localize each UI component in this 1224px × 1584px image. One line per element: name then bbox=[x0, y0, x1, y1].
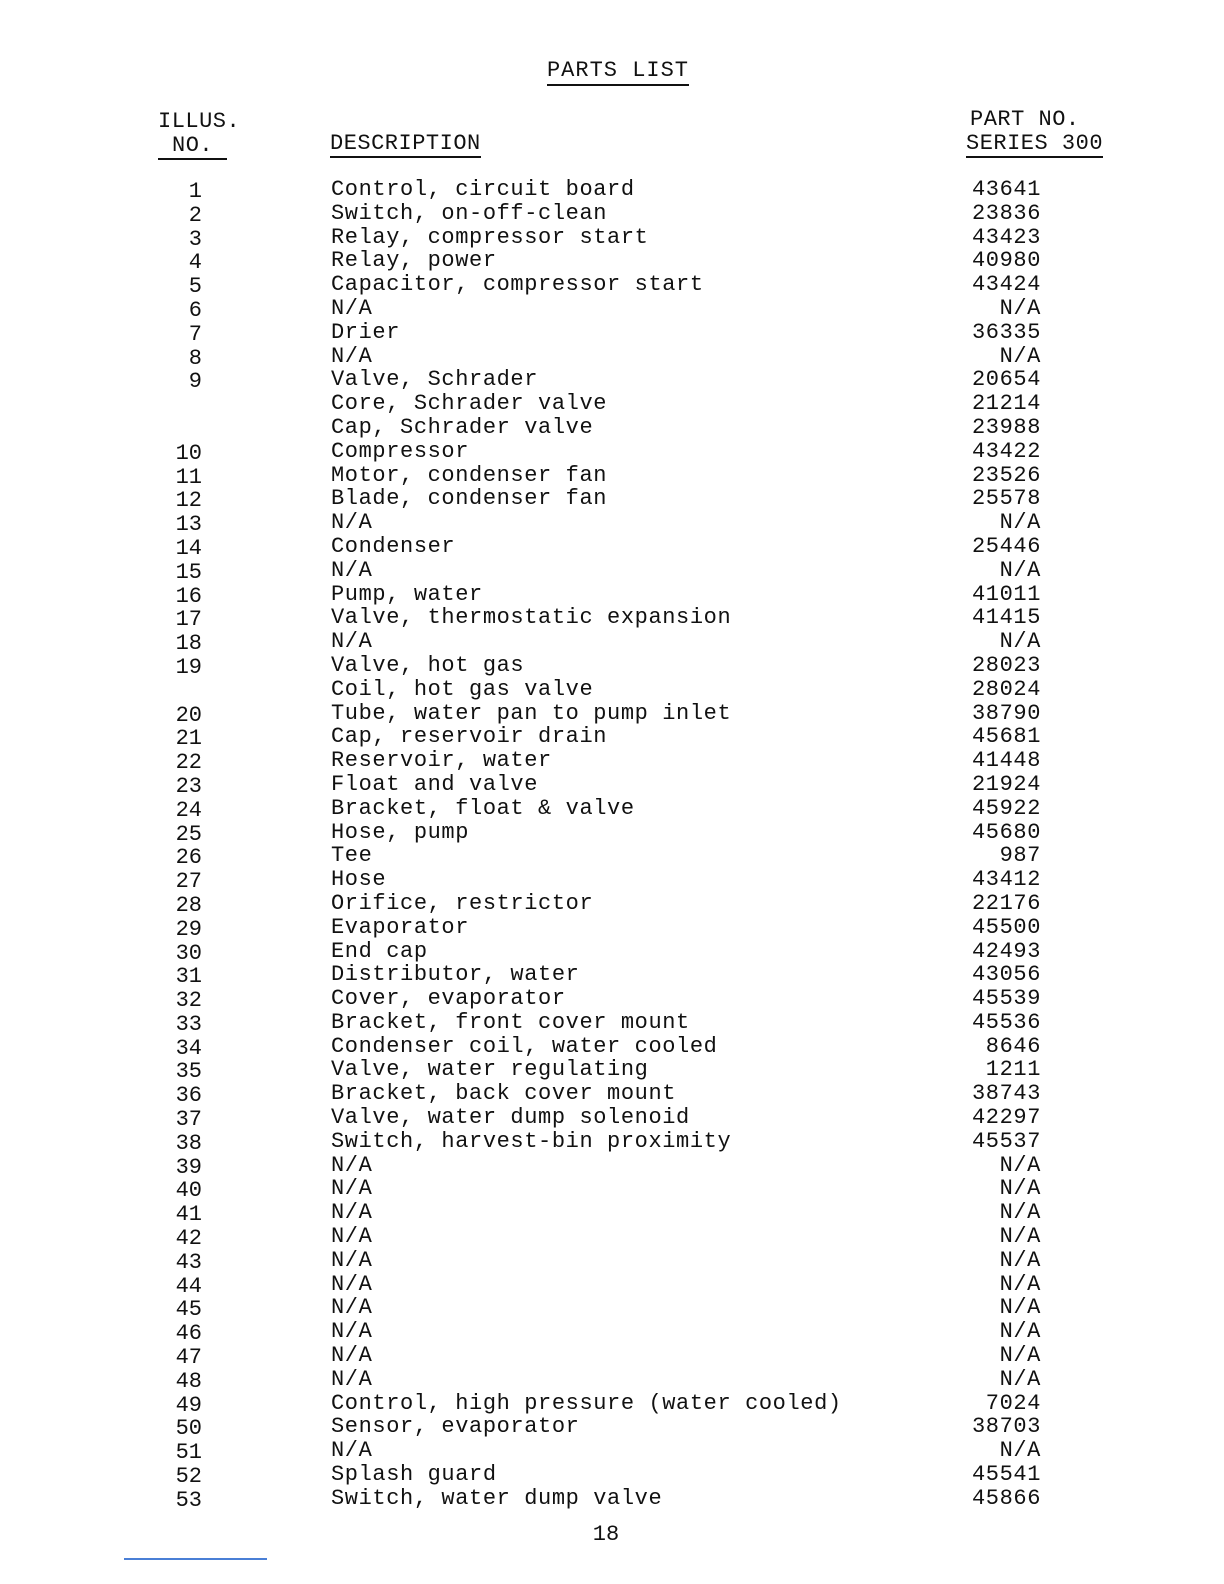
part-description: Distributor, water bbox=[331, 962, 580, 988]
illus-number: 50 bbox=[175, 1416, 202, 1442]
part-number: 23836 bbox=[971, 200, 1041, 226]
illus-number: 53 bbox=[175, 1487, 202, 1513]
part-number: 43422 bbox=[971, 438, 1041, 464]
part-description: Tube, water pan to pump inlet bbox=[331, 700, 732, 726]
table-row bbox=[0, 702, 1224, 726]
table-row bbox=[0, 178, 1224, 202]
table-row bbox=[0, 629, 1224, 657]
illus-number: 33 bbox=[175, 1011, 202, 1037]
table-row bbox=[0, 1176, 1224, 1204]
part-number: N/A bbox=[999, 557, 1041, 583]
part-number: 36335 bbox=[971, 319, 1041, 345]
illus-number: 49 bbox=[175, 1392, 202, 1418]
part-number: 38790 bbox=[971, 700, 1041, 726]
table-row bbox=[0, 605, 1224, 633]
table-row bbox=[0, 1011, 1224, 1035]
part-number: 8646 bbox=[985, 1033, 1041, 1059]
table-row bbox=[0, 321, 1224, 345]
part-description: Capacitor, compressor start bbox=[331, 272, 704, 298]
illus-number: 11 bbox=[175, 464, 202, 490]
table-row bbox=[0, 535, 1224, 559]
illus-header-line2: NO. bbox=[158, 134, 227, 160]
part-description: Hose bbox=[331, 867, 387, 893]
illus-number: 48 bbox=[175, 1368, 202, 1394]
illus-number: 24 bbox=[175, 797, 202, 823]
illus-number: 51 bbox=[175, 1440, 202, 1466]
illus-number: 25 bbox=[175, 821, 202, 847]
part-description: Valve, thermostatic expansion bbox=[331, 605, 732, 631]
description-header bbox=[330, 132, 481, 156]
part-number: 41415 bbox=[971, 605, 1041, 631]
part-number: 45536 bbox=[971, 1009, 1041, 1035]
table-row bbox=[0, 654, 1224, 678]
table-row bbox=[0, 724, 1224, 752]
table-row bbox=[0, 1273, 1224, 1297]
part-description: N/A bbox=[331, 1200, 373, 1226]
table-row bbox=[0, 1224, 1224, 1252]
illus-number: 12 bbox=[175, 488, 202, 514]
part-number: N/A bbox=[999, 1343, 1041, 1369]
illus-number: 36 bbox=[175, 1083, 202, 1109]
part-number: 43423 bbox=[971, 224, 1041, 250]
illus-number: 23 bbox=[175, 773, 202, 799]
illus-number: 31 bbox=[175, 964, 202, 990]
illus-number: 28 bbox=[175, 892, 202, 918]
illus-number: 2 bbox=[188, 202, 202, 228]
illus-number: 1 bbox=[188, 179, 202, 204]
illus-number: 39 bbox=[175, 1154, 202, 1180]
part-number: N/A bbox=[999, 1152, 1041, 1178]
part-number: N/A bbox=[999, 510, 1041, 536]
part-description: N/A bbox=[331, 1319, 373, 1345]
part-description: N/A bbox=[331, 1176, 373, 1202]
page-title bbox=[0, 58, 1224, 83]
part-number: 45680 bbox=[971, 819, 1041, 845]
table-row bbox=[0, 821, 1224, 845]
illus-number: 34 bbox=[175, 1035, 202, 1061]
part-description: N/A bbox=[331, 1366, 373, 1392]
table-row bbox=[0, 986, 1224, 1014]
part-number: 45541 bbox=[971, 1462, 1041, 1488]
illus-no-header bbox=[158, 110, 248, 160]
part-description: N/A bbox=[331, 343, 373, 369]
table-row bbox=[0, 440, 1224, 464]
part-description: Switch, on-off-clean bbox=[331, 200, 608, 226]
part-number: 22176 bbox=[971, 890, 1041, 916]
part-description: Bracket, back cover mount bbox=[331, 1081, 677, 1107]
table-row bbox=[0, 297, 1224, 321]
illus-number: 52 bbox=[175, 1464, 202, 1490]
part-description: N/A bbox=[331, 629, 373, 655]
part-description: Core, Schrader valve bbox=[331, 391, 608, 417]
part-number: 45866 bbox=[971, 1485, 1041, 1511]
part-number: 43641 bbox=[971, 177, 1041, 202]
table-row bbox=[0, 510, 1224, 538]
part-description: Drier bbox=[331, 319, 401, 345]
illus-number: 42 bbox=[175, 1226, 202, 1252]
table-row bbox=[0, 1295, 1224, 1323]
part-description: Control, circuit board bbox=[331, 177, 635, 202]
part-description: N/A bbox=[331, 510, 373, 536]
part-number: N/A bbox=[999, 1438, 1041, 1464]
table-row bbox=[0, 1081, 1224, 1109]
part-description: Valve, hot gas bbox=[331, 652, 525, 678]
part-number: 42493 bbox=[971, 938, 1041, 964]
table-row bbox=[0, 1130, 1224, 1154]
illus-number: 16 bbox=[175, 583, 202, 609]
part-description: Coil, hot gas valve bbox=[331, 676, 594, 702]
part-description: Evaporator bbox=[331, 914, 470, 940]
part-header-line2: SERIES 300 bbox=[966, 131, 1104, 156]
illus-number: 14 bbox=[175, 535, 202, 561]
table-row bbox=[0, 1200, 1224, 1228]
table-row bbox=[0, 392, 1224, 416]
part-number: 45500 bbox=[971, 914, 1041, 940]
part-description: Float and valve bbox=[331, 771, 539, 797]
table-row bbox=[0, 1319, 1224, 1347]
table-row bbox=[0, 1414, 1224, 1442]
illus-header-line1: ILLUS. bbox=[158, 109, 241, 134]
table-row bbox=[0, 797, 1224, 821]
part-description: N/A bbox=[331, 295, 373, 321]
part-number: N/A bbox=[999, 1319, 1041, 1345]
footer-rule bbox=[124, 1558, 267, 1560]
table-row bbox=[0, 1057, 1224, 1085]
illus-number: 19 bbox=[175, 654, 202, 680]
table-row bbox=[0, 583, 1224, 607]
part-number: 38703 bbox=[971, 1414, 1041, 1440]
illus-number: 32 bbox=[175, 988, 202, 1014]
table-row bbox=[0, 1368, 1224, 1392]
table-row bbox=[0, 962, 1224, 990]
illus-number: 37 bbox=[175, 1107, 202, 1133]
part-description: N/A bbox=[331, 1247, 373, 1273]
part-number: 21214 bbox=[971, 391, 1041, 417]
part-number: N/A bbox=[999, 295, 1041, 321]
table-row bbox=[0, 892, 1224, 916]
illus-number: 6 bbox=[188, 297, 202, 323]
table-row bbox=[0, 1343, 1224, 1371]
illus-number: 7 bbox=[188, 321, 202, 347]
part-description: Motor, condenser fan bbox=[331, 462, 608, 488]
part-description: Cover, evaporator bbox=[331, 986, 566, 1012]
illus-number: 5 bbox=[188, 274, 202, 300]
illus-number: 45 bbox=[175, 1297, 202, 1323]
table-row bbox=[0, 559, 1224, 583]
illus-number: 15 bbox=[175, 559, 202, 585]
table-row bbox=[0, 867, 1224, 895]
part-number: 23526 bbox=[971, 462, 1041, 488]
illus-number: 22 bbox=[175, 750, 202, 776]
part-number: 45537 bbox=[971, 1128, 1041, 1154]
part-number: 20654 bbox=[971, 367, 1041, 393]
part-number: 41448 bbox=[971, 748, 1041, 774]
part-number: 38743 bbox=[971, 1081, 1041, 1107]
illus-number: 40 bbox=[175, 1178, 202, 1204]
part-description: Valve, Schrader bbox=[331, 367, 539, 393]
part-number: 43056 bbox=[971, 962, 1041, 988]
part-number: N/A bbox=[999, 1295, 1041, 1321]
illus-number: 44 bbox=[175, 1273, 202, 1299]
parts-table bbox=[0, 178, 1224, 1511]
part-description: Switch, water dump valve bbox=[331, 1485, 663, 1511]
part-number: 45681 bbox=[971, 724, 1041, 750]
part-number: N/A bbox=[999, 1247, 1041, 1273]
part-description: N/A bbox=[331, 1343, 373, 1369]
table-row bbox=[0, 226, 1224, 250]
illus-number: 3 bbox=[188, 226, 202, 252]
table-row bbox=[0, 367, 1224, 395]
illus-number: 43 bbox=[175, 1249, 202, 1275]
page-title-text: PARTS LIST bbox=[547, 58, 689, 86]
part-number: N/A bbox=[999, 1224, 1041, 1250]
part-description: N/A bbox=[331, 1295, 373, 1321]
part-description: Control, high pressure (water cooled) bbox=[331, 1390, 842, 1416]
part-description: Orifice, restrictor bbox=[331, 890, 594, 916]
illus-number: 4 bbox=[188, 250, 202, 276]
part-number: N/A bbox=[999, 1271, 1041, 1297]
part-description: Cap, reservoir drain bbox=[331, 724, 608, 750]
part-description: N/A bbox=[331, 1438, 373, 1464]
part-description: Switch, harvest-bin proximity bbox=[331, 1128, 732, 1154]
part-number: N/A bbox=[999, 1200, 1041, 1226]
part-description: Hose, pump bbox=[331, 819, 470, 845]
part-number: 43412 bbox=[971, 867, 1041, 893]
table-row bbox=[0, 1392, 1224, 1416]
part-number: 28024 bbox=[971, 676, 1041, 702]
part-description: End cap bbox=[331, 938, 428, 964]
illus-number: 20 bbox=[175, 702, 202, 728]
illus-number: 35 bbox=[175, 1059, 202, 1085]
illus-number: 47 bbox=[175, 1345, 202, 1371]
table-row bbox=[0, 1249, 1224, 1273]
part-description: N/A bbox=[331, 1152, 373, 1178]
table-row bbox=[0, 1105, 1224, 1133]
part-description: Valve, water regulating bbox=[331, 1057, 649, 1083]
table-row bbox=[0, 202, 1224, 226]
illus-number: 26 bbox=[175, 845, 202, 871]
table-row bbox=[0, 843, 1224, 871]
table-row bbox=[0, 916, 1224, 940]
part-header-line1: PART NO. bbox=[970, 107, 1080, 132]
illus-number: 41 bbox=[175, 1202, 202, 1228]
illus-number: 18 bbox=[175, 631, 202, 657]
illus-number: 29 bbox=[175, 916, 202, 942]
part-number: 28023 bbox=[971, 652, 1041, 678]
table-row bbox=[0, 486, 1224, 514]
part-number: 40980 bbox=[971, 248, 1041, 274]
part-description: Bracket, front cover mount bbox=[331, 1009, 690, 1035]
illus-number: 46 bbox=[175, 1321, 202, 1347]
part-no-header bbox=[966, 108, 1116, 158]
page-number: 18 bbox=[592, 1522, 620, 1547]
part-description: Relay, compressor start bbox=[331, 224, 649, 250]
part-description: Valve, water dump solenoid bbox=[331, 1105, 690, 1131]
part-description: Sensor, evaporator bbox=[331, 1414, 580, 1440]
table-row bbox=[0, 678, 1224, 702]
table-row bbox=[0, 940, 1224, 964]
part-number: 43424 bbox=[971, 272, 1041, 298]
table-row bbox=[0, 748, 1224, 776]
table-row bbox=[0, 773, 1224, 797]
part-description: N/A bbox=[331, 1224, 373, 1250]
illus-number: 21 bbox=[175, 726, 202, 752]
part-description: Blade, condenser fan bbox=[331, 486, 608, 512]
part-description: N/A bbox=[331, 557, 373, 583]
part-number: 23988 bbox=[971, 414, 1041, 440]
part-number: N/A bbox=[999, 629, 1041, 655]
illus-number: 17 bbox=[175, 607, 202, 633]
illus-number: 27 bbox=[175, 869, 202, 895]
illus-number: 38 bbox=[175, 1130, 202, 1156]
part-number: 25446 bbox=[971, 533, 1041, 559]
table-row bbox=[0, 1438, 1224, 1466]
part-number: 7024 bbox=[985, 1390, 1041, 1416]
part-number: N/A bbox=[999, 1176, 1041, 1202]
table-row bbox=[0, 464, 1224, 488]
illus-number: 8 bbox=[188, 345, 202, 371]
table-row bbox=[0, 1154, 1224, 1178]
illus-number: 13 bbox=[175, 512, 202, 538]
part-description: N/A bbox=[331, 1271, 373, 1297]
table-row bbox=[0, 416, 1224, 440]
part-number: 42297 bbox=[971, 1105, 1041, 1131]
part-description: Compressor bbox=[331, 438, 470, 464]
table-row bbox=[0, 1487, 1224, 1511]
description-header-text: DESCRIPTION bbox=[330, 131, 481, 156]
table-row bbox=[0, 345, 1224, 369]
part-number: 987 bbox=[999, 843, 1041, 869]
part-description: Reservoir, water bbox=[331, 748, 552, 774]
part-description: Relay, power bbox=[331, 248, 497, 274]
part-number: 25578 bbox=[971, 486, 1041, 512]
part-description: Tee bbox=[331, 843, 373, 869]
table-row bbox=[0, 1462, 1224, 1490]
illus-number: 30 bbox=[175, 940, 202, 966]
table-row bbox=[0, 272, 1224, 300]
illus-number: 10 bbox=[175, 440, 202, 466]
part-number: 41011 bbox=[971, 581, 1041, 607]
part-number: N/A bbox=[999, 1366, 1041, 1392]
illus-number: 9 bbox=[188, 369, 202, 395]
table-row bbox=[0, 1035, 1224, 1059]
part-description: Condenser bbox=[331, 533, 456, 559]
part-number: 45539 bbox=[971, 986, 1041, 1012]
part-number: 21924 bbox=[971, 771, 1041, 797]
part-description: Condenser coil, water cooled bbox=[331, 1033, 718, 1059]
part-number: N/A bbox=[999, 343, 1041, 369]
part-description: Cap, Schrader valve bbox=[331, 414, 594, 440]
part-description: Splash guard bbox=[331, 1462, 497, 1488]
part-number: 45922 bbox=[971, 795, 1041, 821]
part-number: 1211 bbox=[985, 1057, 1041, 1083]
part-description: Bracket, float & valve bbox=[331, 795, 635, 821]
table-row bbox=[0, 248, 1224, 276]
part-description: Pump, water bbox=[331, 581, 483, 607]
